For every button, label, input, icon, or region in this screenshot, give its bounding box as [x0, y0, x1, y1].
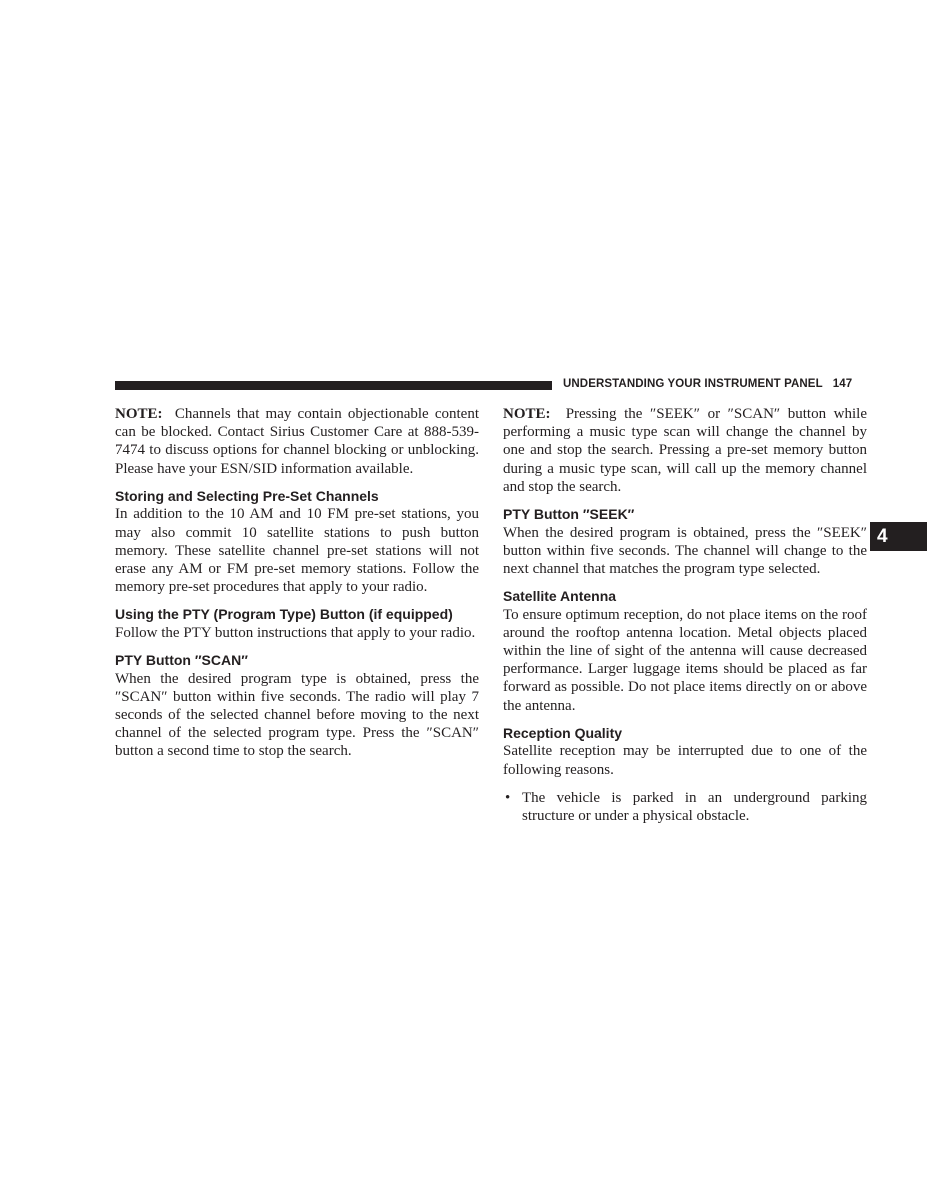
heading-pty-seek: PTY Button ″SEEK″	[503, 506, 635, 523]
note-label: NOTE:	[503, 406, 551, 422]
storing-preset-text: In addition to the 10 AM and 10 FM pre-set stations, you may also commit 10 satellite stations to push button memory. These satellite channel pre-set stations will not erase any AM or FM pre-set memory stations. Follow the memory pre-set procedures that apply to your radio.	[115, 506, 479, 596]
note-text: Pressing the ″SEEK″ or ″SCAN″ button while performing a music type scan will change the channel by one and stop the search. Pressing a pre-set memory button during a music type scan, will call up the memory channel and stop the search.	[503, 406, 867, 495]
heading-pty-scan: PTY Button ″SCAN″	[115, 652, 248, 669]
header-rule	[115, 381, 552, 390]
pty-button-text: Follow the PTY button instructions that apply to your radio.	[115, 624, 476, 641]
chapter-tab: 4	[870, 522, 927, 551]
note-text: Channels that may contain objectionable content can be blocked. Contact Sirius Customer Care at 888-539-7474 to discuss options for channel blocking or unblocking. Please have your ESN/SID information available.	[115, 406, 480, 477]
pty-seek-text: When the desired program is obtained, press the ″SEEK″ button within five seconds. The channel will change to the next channel that matches the program type selected.	[503, 524, 867, 577]
running-header	[563, 378, 852, 390]
reception-quality-text: Satellite reception may be interrupted due to one of the following reasons.	[503, 743, 867, 778]
section-title: UNDERSTANDING YOUR INSTRUMENT PANEL	[563, 378, 823, 390]
satellite-antenna-text: To ensure optimum reception, do not place items on the roof around the rooftop antenna location. Metal objects placed within the line of sight of the antenna will cause decreased performance. Larger luggage items should be placed as far forward as possible. Do not place items directly on or above the antenna.	[503, 606, 867, 714]
heading-satellite-antenna: Satellite Antenna	[503, 588, 617, 605]
heading-storing-preset: Storing and Selecting Pre-Set Channels	[115, 487, 379, 504]
heading-reception-quality: Reception Quality	[503, 724, 623, 741]
note-paragraph	[115, 405, 479, 478]
left-column	[115, 405, 479, 761]
page-number: 147	[832, 378, 853, 390]
note-label: NOTE:	[115, 406, 163, 422]
note-paragraph	[503, 405, 867, 496]
heading-pty-button: Using the PTY (Program Type) Button (if equipped)	[115, 606, 453, 623]
list-item	[503, 789, 867, 825]
bullet-icon: •	[505, 789, 511, 806]
list-item-text: The vehicle is parked in an underground parking structure or under a physical obstacle.	[522, 789, 867, 824]
pty-scan-text: When the desired program type is obtained, press the ″SCAN″ button within five seconds. The radio will play 7 seconds of the selected channel before moving to the next channel of the selected program type. Press the ″SCAN″ button a second time to stop the search.	[115, 670, 479, 760]
right-column	[503, 405, 867, 825]
